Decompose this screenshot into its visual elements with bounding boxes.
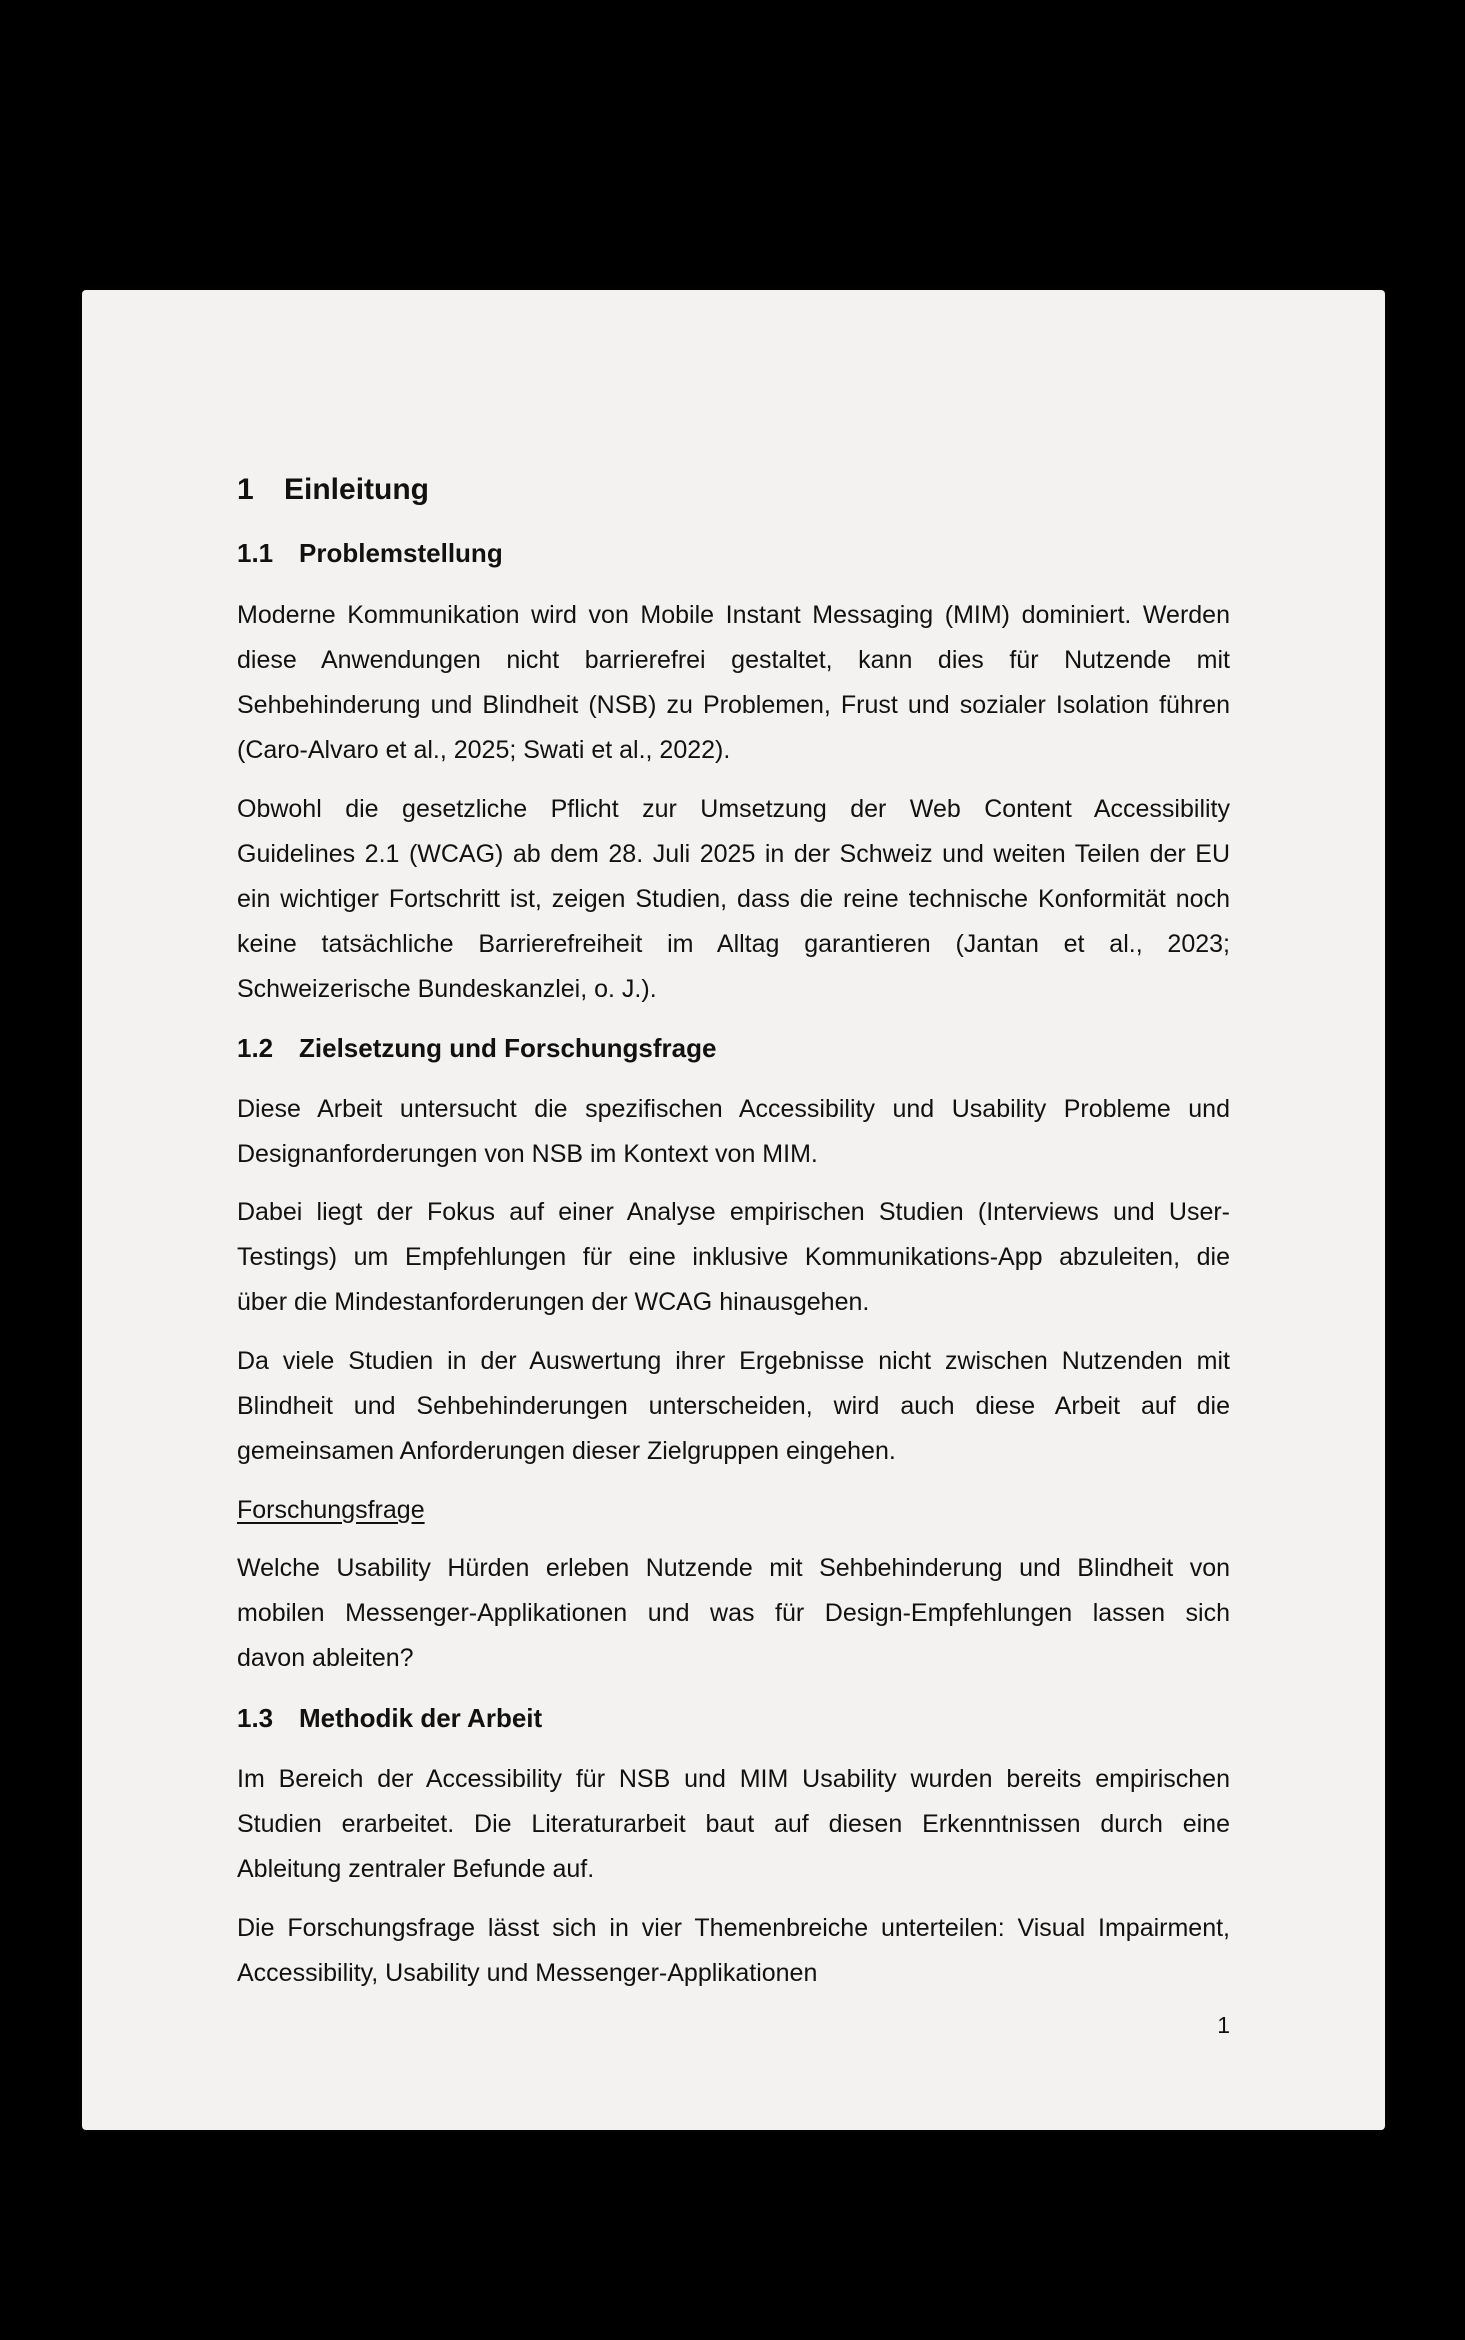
text-line: Guidelines 2.1 (WCAG) ab dem 28. Juli 2025 in der Schweiz und weiten Teilen der EU — [237, 840, 1230, 868]
text-line: keine tatsächliche Barrierefreiheit im Alltag garantieren (Jantan et al., 2023; — [237, 930, 1230, 958]
text-line: Accessibility, Usability und Messenger-Applikationen — [237, 1959, 818, 1987]
section-number: 1.3 — [237, 1703, 274, 1733]
section-number: 1.1 — [237, 538, 274, 568]
text-line: Designanforderungen von NSB im Kontext von MIM. — [237, 1140, 818, 1168]
text-line: Obwohl die gesetzliche Pflicht zur Umsetzung der Web Content Accessibility — [237, 795, 1230, 823]
text-line: Sehbehinderung und Blindheit (NSB) zu Problemen, Frust und sozialer Isolation führen — [237, 691, 1230, 719]
paragraph — [237, 1190, 1230, 1325]
chapter-number: 1 — [237, 473, 254, 506]
text-line: Da viele Studien in der Auswertung ihrer Ergebnisse nicht zwischen Nutzenden mit — [237, 1347, 1230, 1375]
text-line: Testings) um Empfehlungen für eine inklusive Kommunikations-App abzuleiten, die — [237, 1243, 1230, 1271]
paragraph — [237, 787, 1230, 1012]
text-line: Diese Arbeit untersucht die spezifischen Accessibility und Usability Probleme und — [237, 1095, 1230, 1123]
chapter-heading — [237, 470, 429, 510]
text-line: (Caro-Alvaro et al., 2025; Swati et al., 2022). — [237, 736, 731, 764]
text-line: Die Forschungsfrage lässt sich in vier Themenbreiche unterteilen: Visual Impairment, — [237, 1914, 1230, 1942]
chapter-title: Einleitung — [284, 473, 429, 506]
section-heading-1-1 — [237, 535, 503, 571]
text-line: Ableitung zentraler Befunde auf. — [237, 1855, 595, 1883]
paragraph — [237, 593, 1230, 773]
text-line: Blindheit und Sehbehinderungen unterscheiden, wird auch diese Arbeit auf die — [237, 1392, 1230, 1420]
text-line: davon ableiten? — [237, 1644, 414, 1672]
text-line: Studien erarbeitet. Die Literaturarbeit baut auf diesen Erkenntnissen durch eine — [237, 1810, 1230, 1838]
text-line: Moderne Kommunikation wird von Mobile Instant Messaging (MIM) dominiert. Werden — [237, 601, 1230, 629]
text-line: gemeinsamen Anforderungen dieser Zielgruppen eingehen. — [237, 1437, 896, 1465]
research-question — [237, 1546, 1230, 1681]
paragraph — [237, 1339, 1230, 1474]
paragraph — [237, 1757, 1230, 1892]
text-line: Dabei liegt der Fokus auf einer Analyse empirischen Studien (Interviews und User- — [237, 1198, 1230, 1226]
section-heading-1-2 — [237, 1030, 716, 1066]
text-line: mobilen Messenger-Applikationen und was für Design-Empfehlungen lassen sich — [237, 1599, 1230, 1627]
section-number: 1.2 — [237, 1033, 274, 1063]
text-line: Im Bereich der Accessibility für NSB und MIM Usability wurden bereits empirischen — [237, 1765, 1230, 1793]
section-title: Problemstellung — [299, 538, 503, 568]
text-line: Welche Usability Hürden erleben Nutzende mit Sehbehinderung und Blindheit von — [237, 1554, 1230, 1582]
section-title: Methodik der Arbeit — [299, 1703, 543, 1733]
page-number: 1 — [1217, 2012, 1230, 2038]
text-line: ein wichtiger Fortschritt ist, zeigen Studien, dass die reine technische Konformität noch — [237, 885, 1230, 913]
research-question-label: Forschungsfrage — [237, 1496, 425, 1524]
document-page — [82, 290, 1385, 2130]
section-heading-1-3 — [237, 1700, 542, 1736]
text-line: diese Anwendungen nicht barrierefrei gestaltet, kann dies für Nutzende mit — [237, 646, 1230, 674]
text-line: Schweizerische Bundeskanzlei, o. J.). — [237, 975, 657, 1003]
section-title: Zielsetzung und Forschungsfrage — [299, 1033, 717, 1063]
text-line: über die Mindestanforderungen der WCAG hinausgehen. — [237, 1288, 870, 1316]
paragraph — [237, 1087, 1230, 1177]
paragraph — [237, 1906, 1230, 1996]
